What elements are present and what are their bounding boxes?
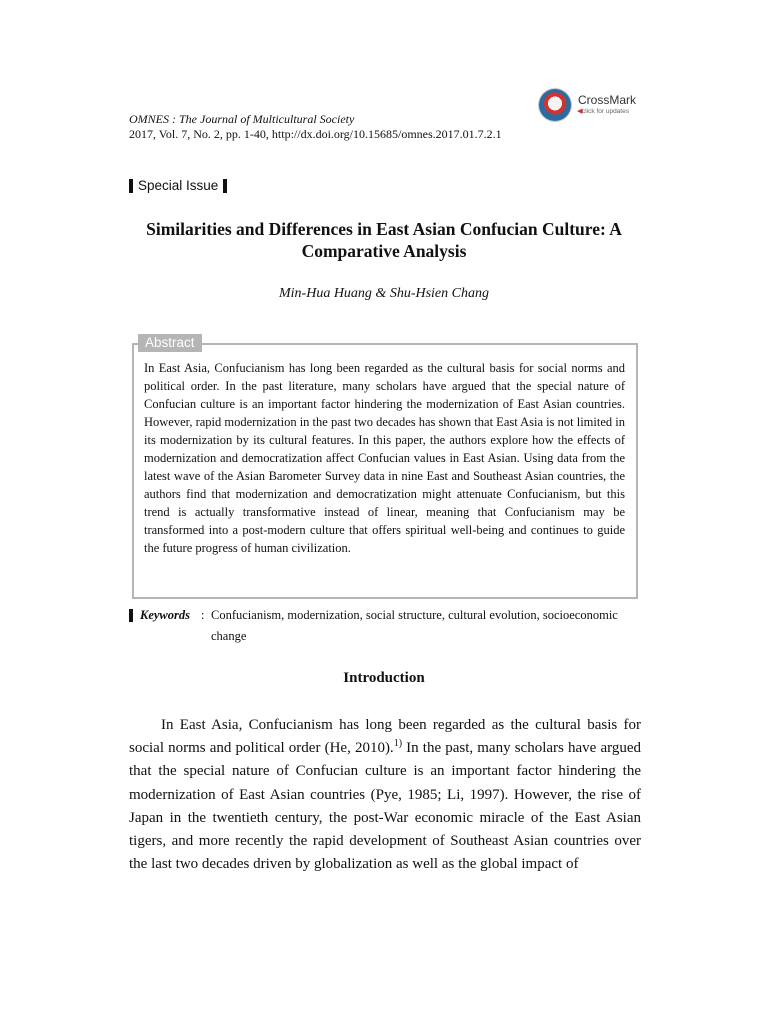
section-label <box>129 178 227 193</box>
abstract-label: Abstract <box>138 334 202 352</box>
keywords-value: Confucianism, modernization, social structure, cultural evolution, socioeconomic change <box>211 608 618 643</box>
crossmark-badge[interactable] <box>537 87 647 125</box>
crossmark-title: CrossMark <box>578 93 637 107</box>
bar-marker-right <box>223 179 227 193</box>
journal-name: OMNES : The Journal of Multicultural Society <box>129 112 355 126</box>
crossmark-subtitle: click for updates <box>582 108 629 115</box>
introduction-heading: Introduction <box>343 670 425 686</box>
footnote-marker[interactable]: 1) <box>393 738 403 750</box>
keywords-label: Keywords <box>140 608 190 622</box>
section-label-text: Special Issue <box>138 178 219 193</box>
bar-marker-left <box>129 179 133 193</box>
abstract-text: In East Asia, Confucianism has long been regarded as the cultural basis for social norms and political order. In the past literature, many scholars have argued that the special nature of Confucian culture is an important factor hindering the modernization of East Asian countries. However, rapid modernization in the past two decades has shown that East Asia is not limited in its modernization by its cultural features. In this paper, the authors explore how the effects of modernization and democratization affect Confucian values in East Asian. Using data from the latest wave of the Asian Barometer Survey data in nine East and Southeast Asian countries, the authors find that modernization and democratization might attenuate Confucianism, but this trend is actually transformative instead of linear, meaning that Confucianism may be transformed into a post-modern culture that offers spiritual well-being and continues to guide the future progress of human civilization. <box>144 361 625 555</box>
introduction-paragraph <box>129 714 641 876</box>
intro-text-part2: In the past, many scholars have argued that the special nature of Confucian culture is an important factor hindering the modernization of East Asian countries (Pye, 1985; Li, 1997). However, the rise of Japan in the twentieth century, the post-War economic miracle of the East Asian tigers, and more recently the rapid development of Southeast Asian countries over the last two decades driven by globalization as well as the global impact of <box>129 740 641 873</box>
keywords-bar-marker <box>129 609 133 622</box>
crossmark-icon <box>539 89 571 121</box>
keywords-separator: : <box>201 608 205 622</box>
paper-authors: Min-Hua Huang & Shu-Hsien Chang <box>279 286 489 301</box>
journal-citation[interactable]: 2017, Vol. 7, No. 2, pp. 1-40, http://dx.doi.org/10.15685/omnes.2017.01.7.2.1 <box>129 127 502 141</box>
intro-text-part1: In East Asia, Confucianism has long been regarded as the cultural basis for social norms and political order (He, 2010). <box>129 717 641 757</box>
paper-title: Similarities and Differences in East Asian Confucian Culture: A Comparative Analysis <box>146 219 622 261</box>
arrow-left-icon: ◀ <box>577 107 583 115</box>
journal-header <box>129 112 502 142</box>
